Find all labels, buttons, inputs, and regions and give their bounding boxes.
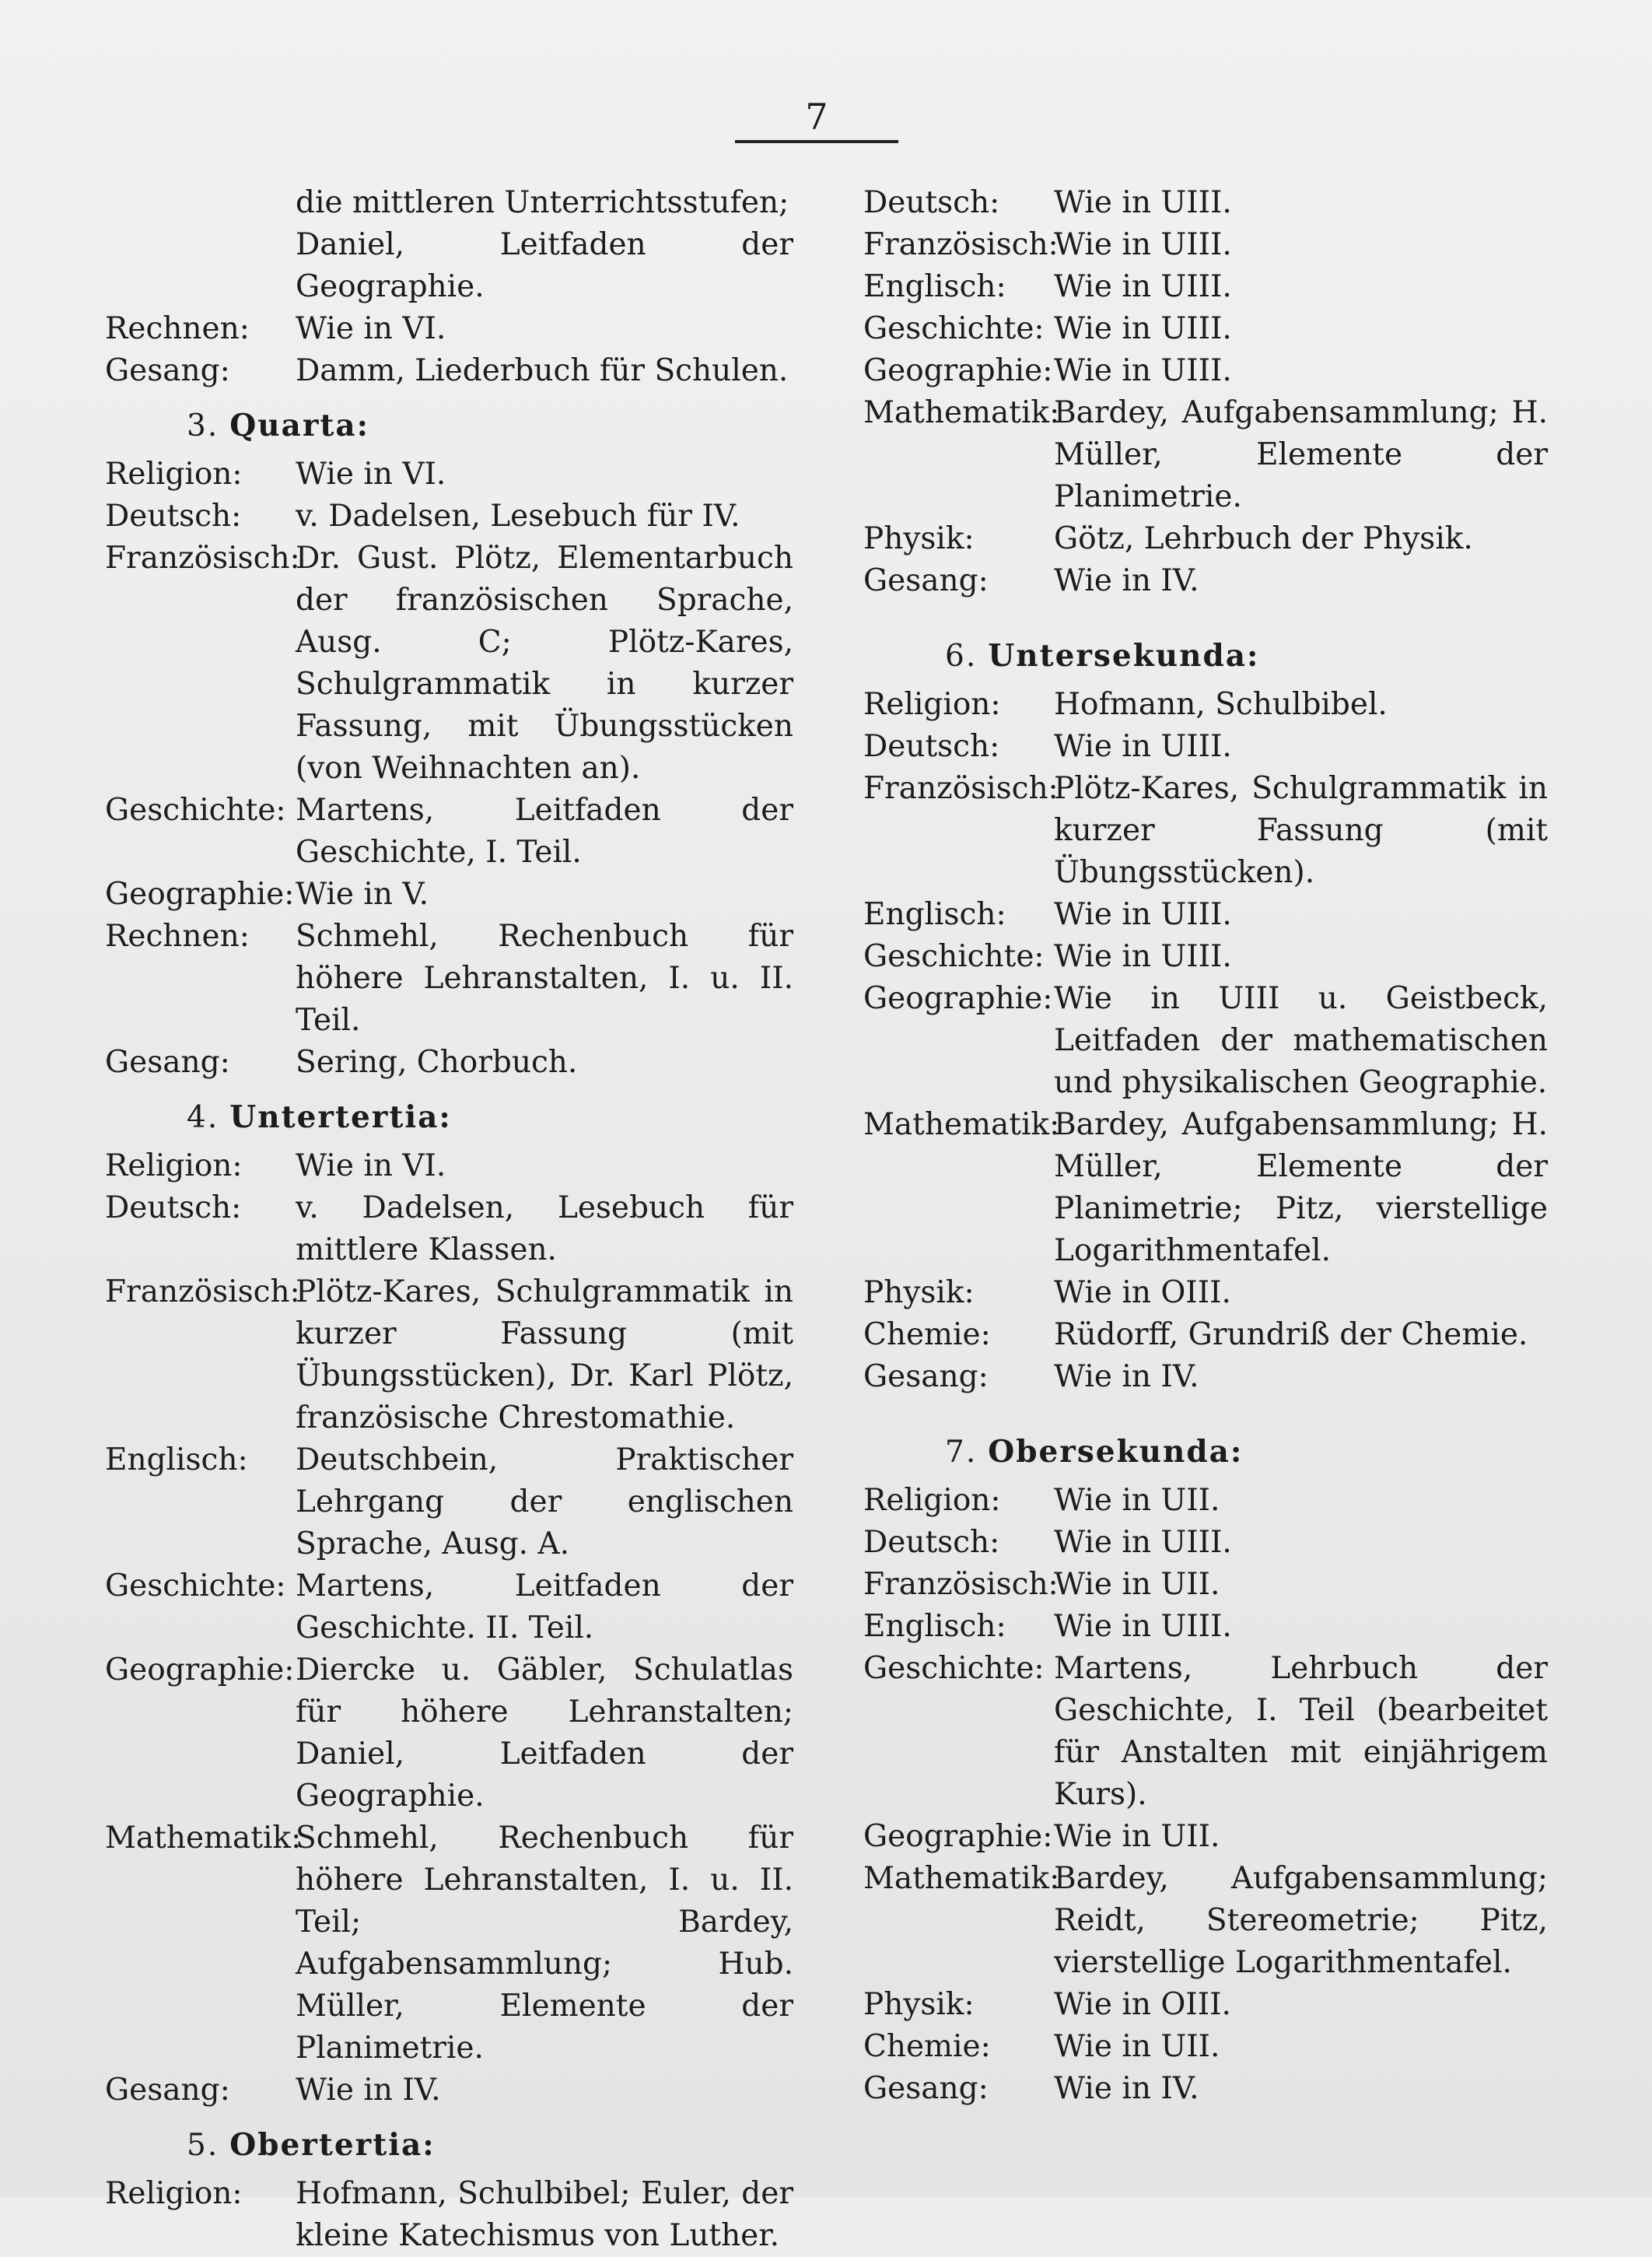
subject-row <box>863 1522 1548 1564</box>
section-heading-obersekunda <box>863 1431 1548 1474</box>
section-number: 7. <box>945 1435 978 1470</box>
textbook-text: Bardey, Aufgabensammlung; H. Müller, Elemente der Planimetrie. <box>1054 395 1548 514</box>
subject-row <box>863 684 1548 726</box>
subject-label: Englisch: <box>863 269 1006 304</box>
subject-label: Religion: <box>105 2176 243 2211</box>
textbook-text: Wie in IV. <box>1054 2071 1199 2106</box>
textbook-text: Götz, Lehrbuch der Physik. <box>1054 521 1473 556</box>
section-number: 4. <box>187 1100 219 1135</box>
section-title: Untertertia: <box>229 1099 452 1135</box>
subject-row <box>863 392 1548 518</box>
subject-row <box>863 726 1548 768</box>
textbook-text: Diercke u. Gäbler, Schulatlas für höhere Lehranstalten; Daniel, Leitfaden der Geographie. <box>296 1652 793 1814</box>
subject-label: Geschichte: <box>863 939 1045 974</box>
subject-label: Gesang: <box>105 1045 230 1080</box>
textbook-text: Wie in IV. <box>1054 1359 1199 1394</box>
subject-row <box>105 790 793 874</box>
textbook-text: Sering, Chorbuch. <box>296 1045 578 1080</box>
subject-label: Geographie: <box>863 353 1053 388</box>
textbook-text: Martens, Leitfaden der Geschichte. II. Teil. <box>296 1568 793 1645</box>
subject-label: Geographie: <box>863 981 1053 1016</box>
subject-label: Geschichte: <box>863 1651 1045 1686</box>
subject-row <box>863 1104 1548 1272</box>
right-column <box>863 182 1548 2110</box>
textbook-text: Martens, Lehrbuch der Geschichte, I. Teil (bearbeitet für Anstalten mit einjährigem Kurs). <box>1054 1651 1548 1812</box>
subject-label: Mathematik: <box>105 1821 302 1856</box>
subject-label: Religion: <box>105 1148 243 1183</box>
subject-row <box>863 894 1548 936</box>
continuation-line: die mittleren Unterrichtsstufen; <box>296 185 789 220</box>
textbook-text: Wie in UIII. <box>1054 353 1232 388</box>
section-title: Quarta: <box>229 408 370 443</box>
subject-label: Deutsch: <box>105 499 242 534</box>
subject-label: Physik: <box>863 521 975 556</box>
textbook-text: Wie in UIII. <box>1054 185 1232 220</box>
subject-row <box>105 916 793 1042</box>
textbook-text: Plötz-Kares, Schulgrammatik in kurzer Fassung (mit Übungsstücken). <box>1054 771 1548 890</box>
subject-row <box>863 1356 1548 1398</box>
section-title: Obertertia: <box>229 2127 436 2163</box>
subject-row <box>863 2026 1548 2068</box>
subject-label: Religion: <box>863 1483 1001 1518</box>
subject-row <box>105 454 793 496</box>
textbook-text: Wie in VI. <box>296 457 446 492</box>
textbook-text: Wie in OIII. <box>1054 1275 1231 1310</box>
section-number: 3. <box>187 408 219 443</box>
subject-label: Französisch: <box>105 1274 300 1309</box>
subject-row <box>863 266 1548 308</box>
subject-row <box>105 1649 793 1817</box>
subject-label: Chemie: <box>863 1317 991 1352</box>
textbook-text: Wie in UIII. <box>1054 227 1232 262</box>
subject-label: Geographie: <box>105 877 295 912</box>
subject-row <box>863 518 1548 560</box>
subject-row <box>105 2070 793 2112</box>
subject-label: Religion: <box>863 687 1001 722</box>
textbook-text: Wie in UIII. <box>1054 897 1232 932</box>
subject-label: Deutsch: <box>105 1190 242 1225</box>
textbook-text: Wie in UIII. <box>1054 269 1232 304</box>
subject-row <box>863 350 1548 392</box>
continuation-line: Daniel, Leitfaden der Geographie. <box>296 227 793 304</box>
subject-row <box>863 182 1548 224</box>
subject-row <box>105 1042 793 1084</box>
subject-row <box>863 768 1548 894</box>
subject-label: Gesang: <box>863 1359 989 1394</box>
subject-row <box>863 1564 1548 1606</box>
spacer <box>863 602 1548 622</box>
subject-label: Deutsch: <box>863 1525 1000 1560</box>
subject-row <box>863 2068 1548 2110</box>
subject-label: Gesang: <box>863 563 989 598</box>
textbook-text: v. Dadelsen, Lesebuch für IV. <box>296 499 740 534</box>
subject-row <box>863 978 1548 1104</box>
textbook-text: Schmehl, Rechenbuch für höhere Lehranstalten, I. u. II. Teil. <box>296 919 793 1038</box>
subject-label: Englisch: <box>863 897 1006 932</box>
subject-label: Französisch: <box>863 771 1059 806</box>
subject-label: Mathematik: <box>863 1861 1060 1896</box>
subject-label: Gesang: <box>105 2073 230 2108</box>
left-column <box>105 182 793 2257</box>
subject-row <box>863 1648 1548 1816</box>
subject-label: Geographie: <box>863 1819 1053 1854</box>
section-heading-obertertia <box>105 2124 793 2167</box>
textbook-text: v. Dadelsen, Lesebuch für mittlere Klassen. <box>296 1190 793 1267</box>
subject-label: Physik: <box>863 1275 975 1310</box>
textbook-text: Wie in UIII. <box>1054 1525 1232 1560</box>
subject-row <box>105 1439 793 1565</box>
subject-label: Französisch: <box>863 1567 1059 1602</box>
textbook-text: Deutschbein, Praktischer Lehrgang der englischen Sprache, Ausg. A. <box>296 1442 793 1561</box>
section-number: 6. <box>945 639 978 674</box>
section-heading-untersekunda <box>863 635 1548 678</box>
textbook-text: Wie in IV. <box>296 2073 441 2108</box>
subject-row <box>105 350 793 392</box>
textbook-text: Wie in UII. <box>1054 2029 1220 2064</box>
subject-label: Chemie: <box>863 2029 991 2064</box>
subject-row <box>863 1606 1548 1648</box>
subject-row <box>863 1858 1548 1984</box>
textbook-text: Rüdorff, Grundriß der Chemie. <box>1054 1317 1528 1352</box>
subject-label: Deutsch: <box>863 729 1000 764</box>
subject-label: Geschichte: <box>105 793 286 828</box>
subject-row <box>863 560 1548 602</box>
subject-label: Geschichte: <box>863 311 1045 346</box>
subject-row <box>863 1816 1548 1858</box>
section-heading-untertertia <box>105 1096 793 1139</box>
section-title: Untersekunda: <box>988 638 1260 674</box>
subject-row <box>105 1145 793 1187</box>
subject-label: Mathematik: <box>863 395 1060 430</box>
section-title: Obersekunda: <box>988 1434 1244 1470</box>
textbook-text: Wie in UIII. <box>1054 311 1232 346</box>
subject-row <box>105 1817 793 2070</box>
subject-row <box>863 936 1548 978</box>
page-number-rule <box>735 140 898 143</box>
section-heading-quarta <box>105 405 793 447</box>
textbook-text: Hofmann, Schulbibel. <box>1054 687 1388 722</box>
textbook-text: Wie in UII. <box>1054 1819 1220 1854</box>
textbook-text: Schmehl, Rechenbuch für höhere Lehranstalten, I. u. II. Teil; Bardey, Aufgabensammlung; Hub. Müller, Elemente der Planimetrie. <box>296 1821 793 2066</box>
textbook-text: Wie in VI. <box>296 1148 446 1183</box>
textbook-text: Hofmann, Schulbibel; Euler, der kleine Katechismus von Luther. <box>296 2176 793 2253</box>
subject-row <box>863 1984 1548 2026</box>
textbook-text: Wie in UIII. <box>1054 1609 1232 1644</box>
subject-label: Englisch: <box>863 1609 1006 1644</box>
textbook-text: Damm, Liederbuch für Schulen. <box>296 353 789 388</box>
page-number: 7 <box>805 96 828 138</box>
textbook-text: Plötz-Kares, Schulgrammatik in kurzer Fassung (mit Übungsstücken), Dr. Karl Plötz, französische Chrestomathie. <box>296 1274 793 1435</box>
textbook-text: Wie in UII. <box>1054 1483 1220 1518</box>
subject-label: Physik: <box>863 1987 975 2022</box>
subject-row <box>105 1187 793 1271</box>
subject-row <box>863 1480 1548 1522</box>
subject-label: Französisch: <box>863 227 1059 262</box>
subject-label: Englisch: <box>105 1442 248 1477</box>
textbook-text: Wie in IV. <box>1054 563 1199 598</box>
textbook-text: Wie in UIII. <box>1054 939 1232 974</box>
textbook-text: Bardey, Aufgabensammlung; H. Müller, Elemente der Planimetrie; Pitz, vierstellige Logarithmentafel. <box>1054 1107 1548 1268</box>
subject-row <box>863 308 1548 350</box>
subject-label: Religion: <box>105 457 243 492</box>
subject-label: Gesang: <box>863 2071 989 2106</box>
subject-row <box>863 224 1548 266</box>
subject-row <box>105 2173 793 2257</box>
subject-label: Gesang: <box>105 353 230 388</box>
subject-row <box>105 874 793 916</box>
subject-row <box>105 496 793 538</box>
subject-row <box>105 538 793 790</box>
textbook-text: Wie in VI. <box>296 311 446 346</box>
textbook-text: Martens, Leitfaden der Geschichte, I. Teil. <box>296 793 793 870</box>
subject-label: Rechnen: <box>105 919 250 954</box>
textbook-text: Bardey, Aufgabensammlung; Reidt, Stereometrie; Pitz, vierstellige Logarithmentafel. <box>1054 1861 1548 1980</box>
section-number: 5. <box>187 2128 219 2163</box>
subject-label: Geographie: <box>105 1652 295 1687</box>
subject-row <box>105 1271 793 1439</box>
textbook-text: Dr. Gust. Plötz, Elementarbuch der französischen Sprache, Ausg. C; Plötz-Kares, Schulgrammatik in kurzer Fassung, mit Übungsstücken (von Weihnachten an). <box>296 541 793 786</box>
subject-row <box>863 1272 1548 1314</box>
subject-label: Französisch: <box>105 541 300 576</box>
subject-label: Deutsch: <box>863 185 1000 220</box>
subject-row <box>863 1314 1548 1356</box>
textbook-text: Wie in UII. <box>1054 1567 1220 1602</box>
subject-label: Mathematik: <box>863 1107 1060 1142</box>
textbook-text: Wie in V. <box>296 877 429 912</box>
spacer <box>863 1398 1548 1418</box>
subject-label: Geschichte: <box>105 1568 286 1603</box>
subject-row <box>105 308 793 350</box>
subject-row <box>105 1565 793 1649</box>
textbook-text: Wie in OIII. <box>1054 1987 1231 2022</box>
textbook-text: Wie in UIII. <box>1054 729 1232 764</box>
textbook-text: Wie in UIII u. Geistbeck, Leitfaden der mathematischen und physikalischen Geographie. <box>1054 981 1548 1100</box>
subject-label: Rechnen: <box>105 311 250 346</box>
